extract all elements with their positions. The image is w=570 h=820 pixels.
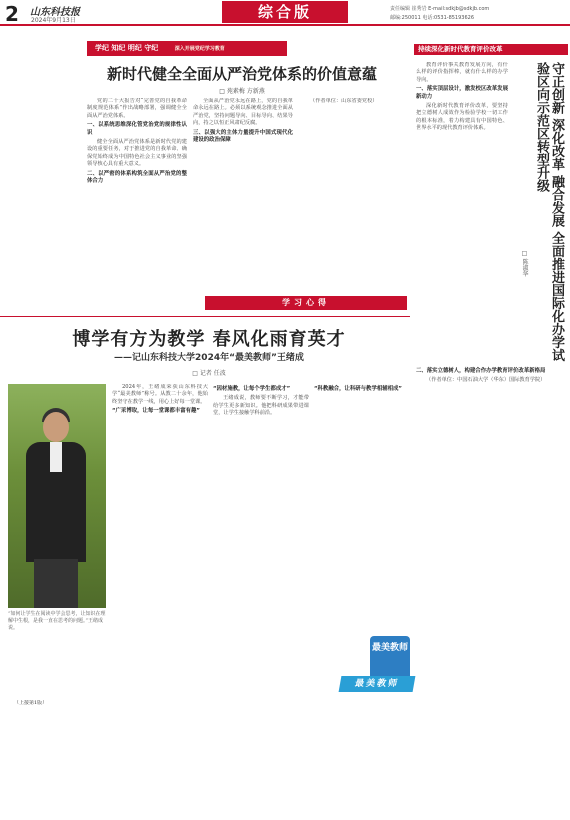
paragraph: 全面从严治党永远在路上，党的自我革命永远在路上。必须以系统观念推进全面从严治党，坚持问题导向、目标导向、结果导向，持之以恒正风肃纪反腐。 (193, 98, 293, 127)
section-heading: 三、以强大的主体力量提升中国式现代化建设的政治保障 (193, 129, 293, 144)
right-article-title: 守正创新 深化改革 融合发展 全面推进国际化办学试验区向示范区转型升级 (534, 62, 564, 362)
section-title: 综合版 (222, 1, 348, 23)
section-heading: 二、以严密的体系构筑全面从严治党的整体合力 (87, 170, 187, 185)
feature-column (112, 384, 208, 680)
section-heading: “科教融合，让科研与教学相辅相成” (314, 386, 402, 392)
section-heading: 二、落实立德树人，构建合作办学教育评价改革新格局 (416, 368, 546, 374)
continuation-note: （上接第1版） (14, 700, 48, 706)
teacher-photo (8, 384, 106, 608)
section-heading: 一、落实顶层设计，激发校区改革发展新动力 (416, 86, 508, 100)
article-column (87, 98, 187, 294)
paragraph: 党的二十大报告对“完善党的自我革命制度规范体系”作出战略部署，强调健全全面从严治党体系。 (87, 98, 187, 119)
article-author: □ 苑素梅 方新燕 (219, 88, 265, 95)
right-article-column (416, 366, 566, 816)
affiliation: （作者单位：中国石油大学（华东）国际教育学院） (426, 377, 546, 384)
masthead (0, 0, 570, 26)
study-notes-box: 学习心得 (205, 296, 407, 310)
feature-column (213, 384, 309, 680)
section-heading: 一、以系统思维深化管党治党的规律性认识 (87, 122, 187, 136)
best-teacher-banner: 最美教师 (339, 676, 416, 692)
photo-caption: “如何让学生在阅读中学会思考，让知识在理解中生根，是我一直在思考的问题。”王绪成说。 (8, 611, 106, 631)
banner-label: 学纪 知纪 明纪 守纪 (95, 44, 159, 52)
article-column (300, 98, 404, 294)
divider (0, 316, 410, 317)
feature-title: 博学有方为教学 春风化雨育英才 (72, 329, 346, 350)
feature-column (314, 384, 410, 634)
bottom-columns (4, 700, 410, 816)
feature-subtitle: ——记山东科技大学2024年“最美教师”王绪成 (114, 353, 304, 363)
feature-author: □ 记者 任波 (192, 370, 226, 377)
section-heading: “广采博取，让每一堂课都丰富有趣” (112, 408, 200, 415)
issue-date: 2024年9月13日 (31, 17, 76, 24)
section-heading: “因材施教，让每个学生都成才” (213, 386, 291, 392)
right-article-column (416, 62, 508, 362)
paragraph: 教育评价事关教育发展方向，有什么样的评价指挥棒，就有什么样的办学导向。 (416, 62, 508, 83)
page-number: 2 (5, 2, 19, 26)
best-teacher-badge: 最美教师 (370, 636, 410, 692)
paragraph: 2024年，王绪成荣获山东科技大学“最美教师”称号。从教二十余年，他始终坚守在教学一线，用心上好每一堂课。 (112, 384, 208, 405)
editor-info: 责任编辑 崔秀岩 E-mail:sdkjb@sdkjb.com (390, 6, 490, 12)
contact-info: 邮编:250011 电话:0531-85193626 (390, 15, 475, 21)
right-banner: 持续深化新时代教育评价改革 (414, 44, 568, 55)
banner-sub: 深入开展党纪学习教育 (174, 46, 225, 52)
paragraph: 王绪成说，教师要不断学习，才能带给学生更多新知识。他把科研成果带进课堂，让学生接触学科前沿。 (213, 395, 309, 417)
paper-name: 山东科技报 (30, 7, 80, 18)
affiliation: （作者单位：山东省委党校） (310, 98, 378, 104)
paragraph: 健全全面从严治党体系是新时代党的建设的重要任务，对于推进党的自我革命、确保党始终成为中国特色社会主义事业的坚强领导核心具有重大意义。 (87, 139, 187, 168)
article-column (193, 98, 293, 294)
right-article-author: □ 陈淑华 (521, 250, 528, 277)
article-title: 新时代健全全面从严治党体系的价值意蕴 (106, 65, 377, 83)
paragraph: 深化新时代教育评价改革，要坚持把立德树人成效作为检验学校一切工作的根本标准，着力构建具有中国特色、世界水平的现代教育评价体系。 (416, 103, 508, 132)
column-banner (87, 41, 287, 56)
